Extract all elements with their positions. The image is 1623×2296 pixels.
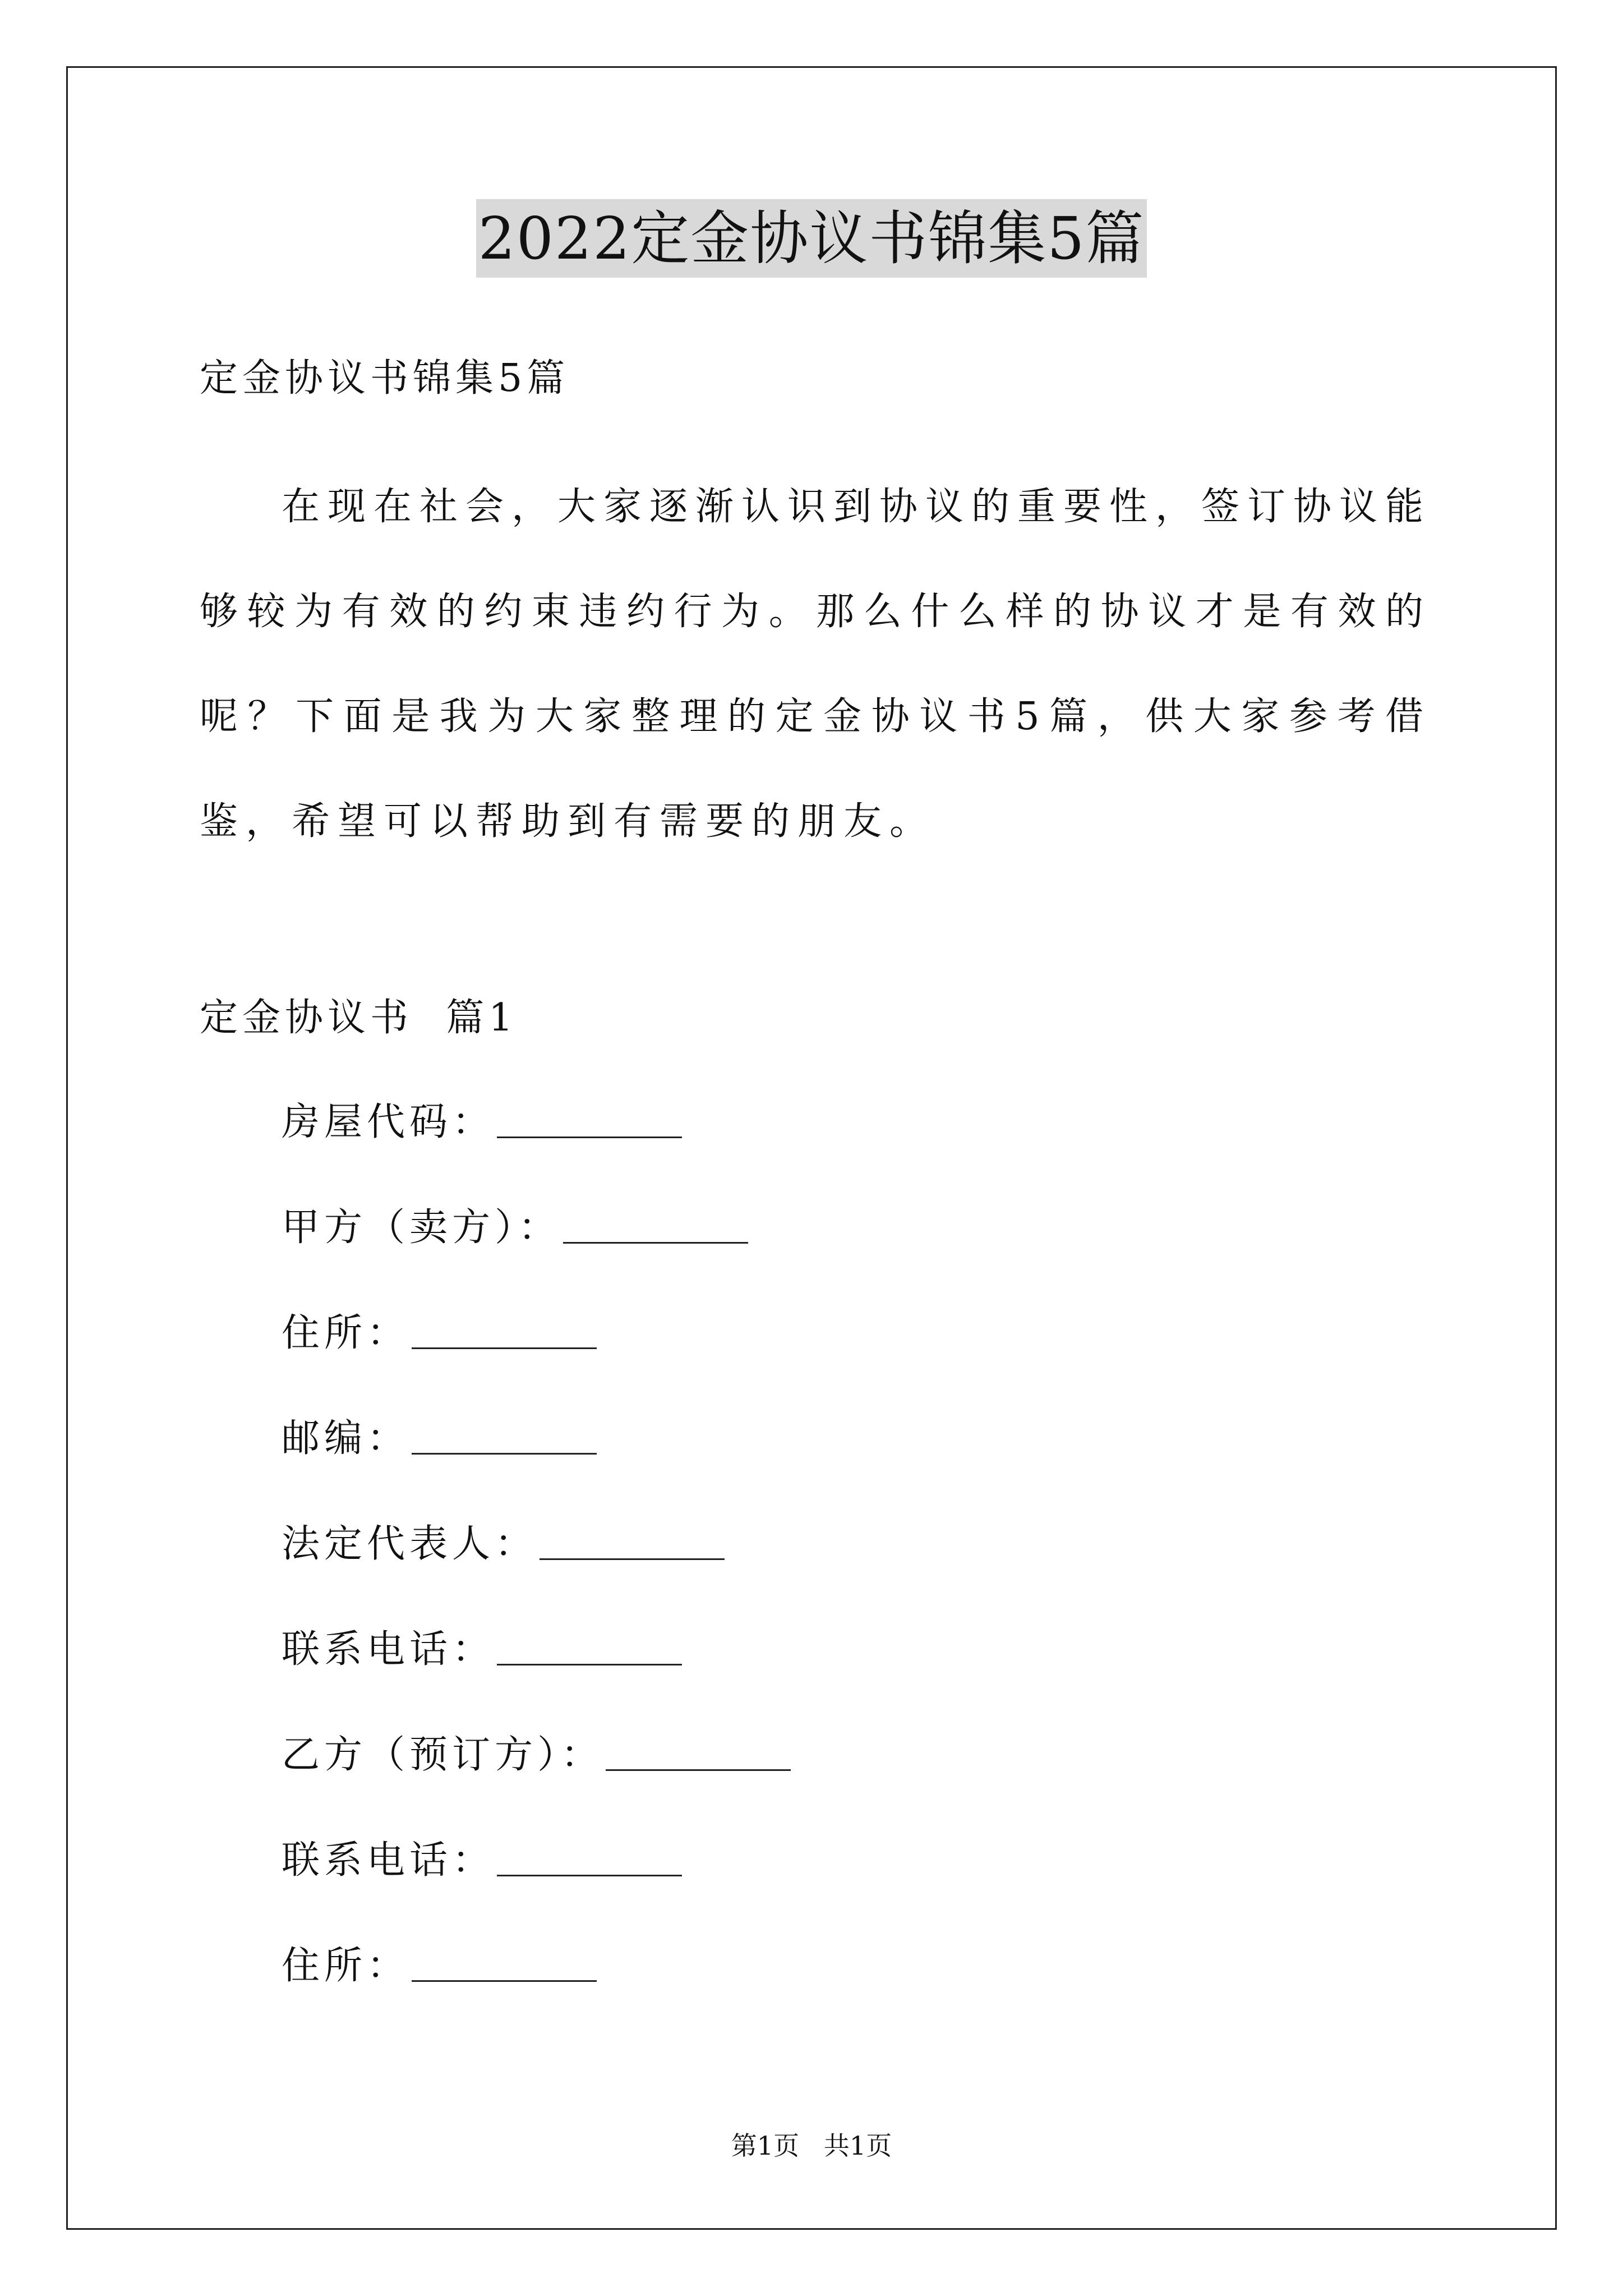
field-party-b bbox=[282, 1730, 791, 1780]
fill-in-blank[interactable] bbox=[497, 1630, 682, 1665]
field-party-b-address bbox=[282, 1941, 597, 1991]
field-label: 联系电话： bbox=[282, 1838, 495, 1883]
document-subtitle: 定金协议书锦集5篇 bbox=[200, 356, 570, 401]
document-title: 2022定金协议书锦集5篇 bbox=[476, 199, 1147, 278]
field-label: 法定代表人： bbox=[282, 1522, 538, 1566]
fill-in-blank[interactable] bbox=[606, 1736, 791, 1771]
field-legal-representative bbox=[282, 1519, 725, 1570]
field-label: 住所： bbox=[282, 1944, 410, 1988]
field-house-code bbox=[282, 1097, 682, 1148]
field-party-a bbox=[282, 1203, 748, 1253]
page-number-footer: 第1页 共1页 bbox=[731, 2131, 892, 2161]
fill-in-blank[interactable] bbox=[540, 1525, 725, 1560]
fill-in-blank[interactable] bbox=[412, 1947, 597, 1982]
fill-in-blank[interactable] bbox=[412, 1314, 597, 1349]
field-party-b-phone bbox=[282, 1835, 682, 1886]
section-title: 定金协议书 篇1 bbox=[200, 996, 518, 1040]
fill-in-blank[interactable] bbox=[412, 1419, 597, 1455]
field-label: 甲方（卖方）： bbox=[282, 1205, 561, 1250]
fill-in-blank[interactable] bbox=[563, 1208, 748, 1244]
fill-in-blank[interactable] bbox=[497, 1103, 682, 1138]
field-postcode bbox=[282, 1414, 597, 1464]
field-label: 房屋代码： bbox=[282, 1100, 495, 1144]
field-label: 邮编： bbox=[282, 1416, 410, 1461]
field-label: 联系电话： bbox=[282, 1627, 495, 1672]
field-label: 住所： bbox=[282, 1311, 410, 1355]
field-label: 乙方（预订方）： bbox=[282, 1733, 604, 1777]
field-party-a-phone bbox=[282, 1625, 682, 1675]
title-container bbox=[0, 199, 1623, 278]
field-party-a-address bbox=[282, 1308, 597, 1359]
intro-paragraph: 在现在社会，大家逐渐认识到协议的重要性，签订协议能够较为有效的约束违约行为。那么什么样的协议才是有效的呢？下面是我为大家整理的定金协议书5篇，供大家参考借鉴，希望可以帮助到有需要的朋友。 bbox=[200, 485, 1432, 844]
fill-in-blank[interactable] bbox=[497, 1841, 682, 1876]
